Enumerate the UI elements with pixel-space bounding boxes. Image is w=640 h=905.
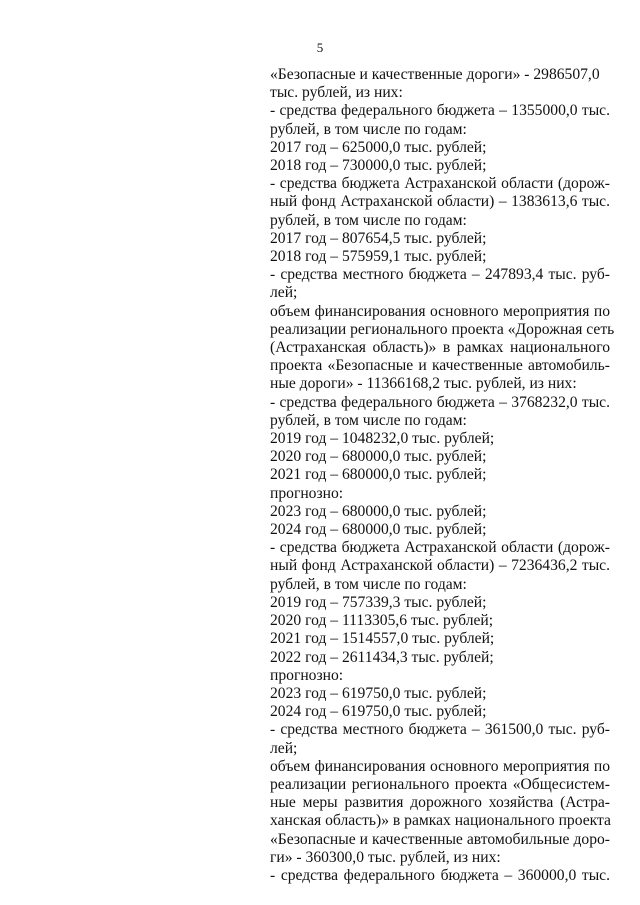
text-line: 2020 год – 680000,0 тыс. рублей; xyxy=(270,448,487,466)
text-line: рублей, в том числе по годам: xyxy=(270,211,467,229)
text-line: ные меры развития дорожного хозяйства (Астра- xyxy=(270,794,610,812)
page-number: 5 xyxy=(316,40,324,55)
text-line: (Астраханская область)» в рамках национального xyxy=(270,339,610,357)
text-line: «Безопасные и качественные дороги» - 2986507,0 xyxy=(270,66,600,83)
text-line: тыс. рублей, из них: xyxy=(270,84,403,102)
body-text xyxy=(270,66,615,885)
text-line: реализации регионального проекта «Дорожная сеть xyxy=(270,320,615,338)
text-line: 2019 год – 757339,3 тыс. рублей; xyxy=(270,593,487,611)
text-line: лей; xyxy=(270,739,298,757)
text-line: ханская область)» в рамках национального проекта xyxy=(270,812,611,830)
text-line: 2017 год – 807654,5 тыс. рублей; xyxy=(270,229,487,247)
text-line: прогнозно: xyxy=(270,666,344,684)
text-line: «Безопасные и качественные автомобильные доро- xyxy=(270,830,610,848)
text-line: ный фонд Астраханской области) – 1383613,6 тыс. xyxy=(270,193,610,211)
text-line: - средства федерального бюджета – 1355000,0 тыс. xyxy=(270,102,610,120)
text-line: 2022 год – 2611434,3 тыс. рублей; xyxy=(270,648,494,666)
text-line: 2024 год – 680000,0 тыс. рублей; xyxy=(270,521,487,539)
text-line: рублей, в том числе по годам: xyxy=(270,411,467,429)
text-line: 2023 год – 680000,0 тыс. рублей; xyxy=(270,502,487,520)
text-line: прогнозно: xyxy=(270,484,344,502)
text-line: ги» - 360300,0 тыс. рублей, из них: xyxy=(270,848,501,866)
text-line: объем финансирования основного мероприятия по xyxy=(270,757,610,775)
text-line: объем финансирования основного мероприятия по xyxy=(270,302,610,320)
text-line: 2021 год – 680000,0 тыс. рублей; xyxy=(270,466,487,484)
text-line: - средства местного бюджета – 361500,0 тыс. руб- xyxy=(270,721,610,739)
text-line: - средства местного бюджета – 247893,4 тыс. руб- xyxy=(270,266,610,284)
text-line: 2021 год – 1514557,0 тыс. рублей; xyxy=(270,630,495,648)
text-line: ные дороги» - 11366168,2 тыс. рублей, из них: xyxy=(270,375,577,393)
text-line: 2019 год – 1048232,0 тыс. рублей; xyxy=(270,430,495,448)
text-line: - средства бюджета Астраханской области (дорож- xyxy=(270,175,610,193)
text-line: рублей, в том числе по годам: xyxy=(270,575,467,593)
text-line: 2023 год – 619750,0 тыс. рублей; xyxy=(270,684,487,702)
text-line: 2018 год – 575959,1 тыс. рублей; xyxy=(270,248,487,266)
text-line: ный фонд Астраханской области) – 7236436,2 тыс. xyxy=(270,557,610,575)
text-line: 2024 год – 619750,0 тыс. рублей; xyxy=(270,703,487,721)
text-line: - средства федерального бюджета – 3768232,0 тыс. xyxy=(270,393,610,411)
text-line: реализации регионального проекта «Общесистем- xyxy=(270,775,610,793)
text-line: проекта «Безопасные и качественные автомобиль- xyxy=(270,357,610,375)
text-line: рублей, в том числе по годам: xyxy=(270,120,467,138)
text-line: - средства федерального бюджета – 360000,0 тыс. xyxy=(270,866,610,884)
text-line: 2017 год – 625000,0 тыс. рублей; xyxy=(270,138,487,156)
text-line: 2018 год – 730000,0 тыс. рублей; xyxy=(270,157,487,175)
text-line: 2020 год – 1113305,6 тыс. рублей; xyxy=(270,612,494,630)
text-line: - средства бюджета Астраханской области (дорож- xyxy=(270,539,610,557)
text-line: лей; xyxy=(270,284,298,302)
